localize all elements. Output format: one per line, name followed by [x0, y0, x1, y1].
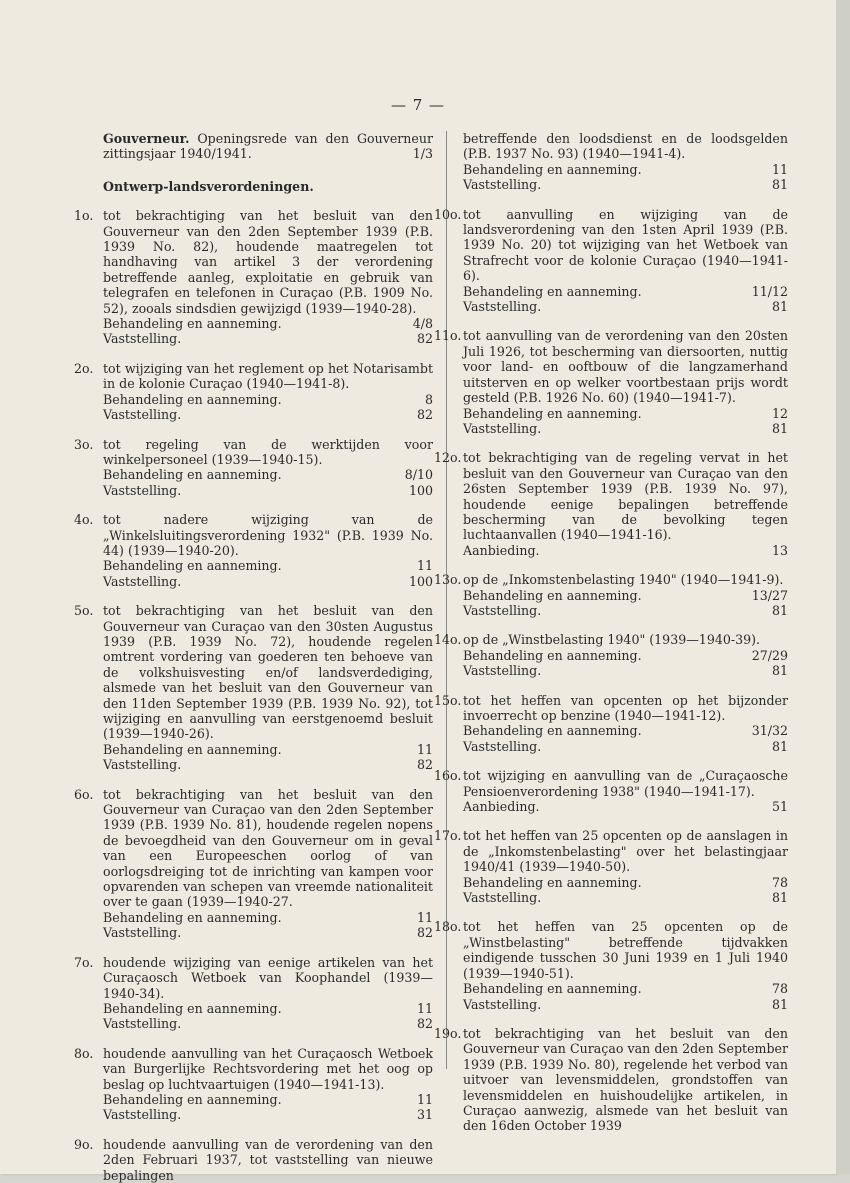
row-label: Vaststelling.	[463, 177, 542, 193]
row-label: Vaststelling.	[463, 663, 542, 679]
entry-row	[103, 1092, 433, 1107]
entry-number: 12o.	[434, 450, 462, 466]
row-value: 11/12	[751, 283, 788, 299]
row-label: Behandeling en aanneming.	[463, 161, 642, 177]
list-item	[434, 632, 788, 679]
row-value: 13	[771, 542, 788, 558]
row-label: Behandeling en aanneming.	[463, 405, 642, 421]
entry-row	[463, 177, 788, 192]
entry-row	[463, 543, 788, 558]
entry-text: tot wijziging van het reglement op het Notarisambt in de kolonie Curaçao (1940—1941-8).	[103, 360, 433, 392]
row-value: 81	[771, 663, 788, 679]
entry-number: 17o.	[434, 828, 462, 844]
continuation-entry	[463, 131, 788, 193]
entry-number: 7o.	[74, 954, 94, 970]
intro-text: Openingsrede van den Gouverneur zittingsjaar 1940/1941.	[103, 131, 433, 162]
row-label: Vaststelling.	[103, 407, 182, 423]
row-value: 4/8	[412, 316, 433, 332]
entry-gap	[463, 314, 788, 328]
row-value: 11	[771, 161, 788, 177]
entry-row	[463, 890, 788, 905]
row-value: 81	[771, 420, 788, 436]
row-label: Vaststelling.	[103, 331, 182, 347]
row-label: Vaststelling.	[103, 1016, 182, 1032]
entry-text: tot aanvulling van de verordening van den 20sten Juli 1926, tot bescherming van diersoorten, nuttig voor land- en ooftbouw of die langzamerhand uitsterven en op welker voortbestaan prijs wordt gesteld (P.B. 1926 No. 60) (1940—1941-7).	[463, 328, 788, 406]
intro-entry	[103, 131, 433, 162]
page-number: — 7 —	[390, 96, 446, 114]
row-value: 27/29	[751, 647, 788, 663]
row-value: 11	[416, 909, 433, 925]
list-item	[74, 436, 433, 499]
entry-text: tot bekrachtiging van het besluit van den Gouverneur van Curaçao van den 2den September 1939 (P.B. 1939 No. 80), regelende het verbod van uitvoer van levensmiddelen, grondstoffen van levensmiddelen en huishoudelijke artikelen, in Curaçao aanwezig, alsmede van het besluit van den 16den October 1939	[463, 1025, 788, 1134]
row-label: Behandeling en aanneming.	[103, 391, 282, 407]
row-label: Behandeling en aanneming.	[103, 909, 282, 925]
row-label: Vaststelling.	[103, 925, 182, 941]
intro-value: 1/3	[412, 146, 433, 162]
entry-row	[463, 723, 788, 738]
entry-text: tot het heffen van 25 opcenten op de „Winstbelasting" betreffende tijdvakken eindigende tusschen 30 Juni 1939 en 1 Juli 1940 (1939—1940-51).	[463, 919, 788, 981]
entry-row	[103, 1001, 433, 1016]
entry-row	[103, 392, 433, 407]
list-item	[74, 208, 433, 347]
entry-gap	[463, 436, 788, 450]
continuation-rows	[463, 162, 788, 193]
entry-row	[463, 162, 788, 177]
entry-row	[463, 875, 788, 890]
list-item	[434, 572, 788, 618]
row-label: Behandeling en aanneming.	[463, 981, 642, 997]
entry-row	[103, 467, 433, 482]
entry-number: 4o.	[74, 512, 94, 528]
entry-row	[103, 1107, 433, 1122]
entry-gap	[463, 905, 788, 919]
row-label: Behandeling en aanneming.	[103, 741, 282, 757]
entry-row	[103, 558, 433, 573]
row-value: 81	[771, 177, 788, 193]
continuation-text: betreffende den loodsdienst en de loodsgelden (P.B. 1937 No. 93) (1940—1941-4).	[463, 131, 788, 162]
entry-text: tot regeling van de werktijden voor winkelpersoneel (1939—1940-15).	[103, 436, 433, 467]
entry-text: tot bekrachtiging van het besluit van den Gouverneur van den 2den September 1939 (P.B. 1939 No. 82), houdende maatregelen tot handhaving van artikel 3 der verordening betreffende aanleg, exploitatie en gebruik van telegrafen en telefonen in Curaçao (P.B. 1909 No. 52), zooals sindsdien gewijzigd (1939—1940-28).	[103, 208, 433, 316]
row-label: Vaststelling.	[103, 482, 182, 498]
list-item	[434, 919, 788, 1012]
row-value: 100	[408, 573, 433, 589]
entry-gap	[463, 754, 788, 768]
list-item	[74, 360, 433, 423]
entry-row	[463, 421, 788, 436]
row-label: Aanbieding.	[463, 542, 540, 558]
list-item	[434, 828, 788, 906]
row-label: Behandeling en aanneming.	[103, 467, 282, 483]
row-value: 82	[416, 407, 433, 423]
row-label: Behandeling en aanneming.	[103, 558, 282, 574]
section-heading: Ontwerp-landsverordeningen.	[103, 178, 314, 194]
entry-text: tot nadere wijziging van de „Winkelsluitingsverordening 1932" (P.B. 1939 No. 44) (1939—1940-20).	[103, 512, 433, 558]
row-label: Vaststelling.	[463, 420, 542, 436]
row-value: 81	[771, 890, 788, 906]
entry-number: 15o.	[434, 692, 462, 708]
entry-text: tot het heffen van 25 opcenten op de aanslagen in de „Inkomstenbelasting" over het belastingjaar 1940/41 (1939—1940-50).	[463, 828, 788, 875]
row-value: 12	[771, 405, 788, 421]
entry-row	[103, 407, 433, 422]
entry-text: op de „Inkomstenbelasting 1940" (1940—1941-9).	[463, 572, 784, 588]
entry-row	[463, 648, 788, 663]
row-value: 81	[771, 996, 788, 1012]
list-item	[74, 1045, 433, 1123]
entry-text: houdende wijziging van eenige artikelen van het Curaçaosch Wetboek van Koophandel (1939—1940-34).	[103, 954, 433, 1001]
row-value: 31	[416, 1107, 433, 1123]
entry-gap	[103, 941, 433, 955]
row-value: 82	[416, 757, 433, 773]
entry-gap	[103, 1032, 433, 1046]
list-item	[74, 512, 433, 589]
row-label: Aanbieding.	[463, 799, 540, 815]
entry-row	[463, 603, 788, 618]
row-label: Vaststelling.	[103, 573, 182, 589]
row-value: 13/27	[751, 587, 788, 603]
entry-text: houdende aanvulling van de verordening van den 2den Februari 1937, tot vaststelling van nieuwe bepalingen	[103, 1136, 433, 1183]
entry-gap	[463, 679, 788, 693]
scan-edge	[836, 0, 850, 1174]
row-label: Behandeling en aanneming.	[463, 647, 642, 663]
entry-row	[463, 799, 788, 814]
entry-gap	[463, 814, 788, 828]
row-value: 8	[424, 391, 433, 407]
row-value: 11	[416, 741, 433, 757]
row-label: Behandeling en aanneming.	[463, 283, 642, 299]
entry-row	[463, 663, 788, 678]
entry-text: tot bekrachtiging van het besluit van den Gouverneur van Curaçao van den 30sten Augustus 1939 (P.B. 1939 No. 72), houdende regelen omtrent vordering van goederen ten behoeve van de volkshuisvesting en/of landsverdediging, alsmede van het besluit van den Gouverneur van den 11den September 1939 (P.B. 1939 No. 92), tot wijziging en aanvulling van eerstgenoemd besluit (1939—1940-26).	[103, 603, 433, 742]
entry-text: op de „Winstbelasting 1940" (1939—1940-39).	[463, 632, 761, 648]
entry-row	[103, 910, 433, 925]
entry-row	[463, 299, 788, 314]
list-item	[434, 692, 788, 755]
entry-gap	[463, 558, 788, 572]
row-label: Vaststelling.	[463, 602, 542, 618]
row-value: 82	[416, 925, 433, 941]
entry-number: 8o.	[74, 1045, 94, 1061]
entry-number: 13o.	[434, 572, 462, 588]
row-label: Behandeling en aanneming.	[103, 316, 282, 332]
row-value: 11	[416, 558, 433, 574]
entry-row	[463, 284, 788, 299]
row-value: 81	[771, 602, 788, 618]
row-value: 11	[416, 1000, 433, 1016]
row-value: 31/32	[751, 723, 788, 739]
entry-gap	[463, 618, 788, 632]
entry-number: 11o.	[434, 328, 462, 344]
entry-row	[103, 757, 433, 772]
entry-text: houdende aanvulling van het Curaçaosch Wetboek van Burgerlijke Rechtsvordering met het oog op beslag op luchtvaartuigen (1940—1941-13).	[103, 1045, 433, 1092]
row-label: Vaststelling.	[463, 996, 542, 1012]
row-value: 82	[416, 331, 433, 347]
row-value: 81	[771, 738, 788, 754]
entry-text: tot bekrachtiging van de regeling vervat in het besluit van den Gouverneur van Curaçao van den 26sten September 1939 (P.B. 1939 No. 97), houdende eenige bepalingen betreffende bescherming van de bevolking tegen luchtaanvallen (1940—1941-16).	[463, 450, 788, 543]
list-item	[74, 786, 433, 941]
entry-gap	[103, 498, 433, 512]
entry-number: 6o.	[74, 786, 94, 802]
entry-gap	[103, 1123, 433, 1137]
row-value: 11	[416, 1091, 433, 1107]
row-value: 51	[771, 799, 788, 815]
entry-row	[103, 925, 433, 940]
entry-row	[463, 981, 788, 996]
entry-row	[463, 406, 788, 421]
list-item	[434, 1025, 788, 1134]
row-label: Vaststelling.	[103, 1107, 182, 1123]
list-item	[74, 1136, 433, 1183]
entry-text: tot wijziging en aanvulling van de „Curaçaosche Pensioenverordening 1938" (1940—1941-17).	[463, 768, 788, 799]
right-column	[434, 131, 788, 1134]
row-label: Vaststelling.	[463, 890, 542, 906]
entry-text: tot aanvulling en wijziging van de landsverordening van den 1sten April 1939 (P.B. 1939 No. 20) tot wijziging van het Wetboek van Strafrecht voor de kolonie Curaçao (1940—1941-6).	[463, 206, 788, 284]
entry-number: 1o.	[74, 208, 94, 224]
list-item	[74, 954, 433, 1032]
row-label: Behandeling en aanneming.	[463, 587, 642, 603]
list-item	[434, 768, 788, 815]
right-entries	[434, 206, 788, 1134]
intro-bold: Gouverneur.	[103, 131, 190, 146]
row-value: 81	[771, 299, 788, 315]
entry-number: 10o.	[434, 206, 462, 222]
row-label: Behandeling en aanneming.	[463, 723, 642, 739]
list-item	[434, 328, 788, 436]
entry-row	[103, 742, 433, 757]
entry-number: 14o.	[434, 632, 462, 648]
row-value: 78	[771, 874, 788, 890]
entry-gap	[103, 423, 433, 437]
entry-number: 5o.	[74, 603, 94, 619]
list-item	[74, 603, 433, 773]
entry-gap	[463, 1012, 788, 1026]
row-value: 100	[408, 482, 433, 498]
list-item	[434, 206, 788, 315]
row-label: Vaststelling.	[463, 738, 542, 754]
entry-number: 2o.	[74, 360, 94, 376]
entry-row	[103, 483, 433, 498]
left-entries	[74, 208, 433, 1183]
entry-text: tot het heffen van opcenten op het bijzonder invoerrecht op benzine (1940—1941-12).	[463, 692, 788, 723]
row-label: Behandeling en aanneming.	[103, 1091, 282, 1107]
left-column	[74, 131, 433, 1183]
entry-row	[103, 1016, 433, 1031]
row-label: Behandeling en aanneming.	[103, 1000, 282, 1016]
entry-gap	[103, 347, 433, 361]
entry-number: 9o.	[74, 1136, 94, 1152]
entry-number: 18o.	[434, 919, 462, 935]
entry-row	[463, 739, 788, 754]
row-value: 82	[416, 1016, 433, 1032]
entry-number: 3o.	[74, 436, 94, 452]
entry-row	[463, 997, 788, 1012]
entry-gap	[103, 773, 433, 787]
row-label: Behandeling en aanneming.	[463, 874, 642, 890]
entry-number: 16o.	[434, 768, 462, 784]
entry-row	[103, 316, 433, 331]
entry-row	[103, 331, 433, 346]
list-item	[434, 450, 788, 558]
entry-gap	[103, 589, 433, 603]
entry-row	[103, 574, 433, 589]
entry-row	[463, 588, 788, 603]
entry-number: 19o.	[434, 1025, 462, 1041]
entry-text: tot bekrachtiging van het besluit van den Gouverneur van Curaçao van den 2den September 1939 (P.B. 1939 No. 81), houdende regelen nopens de bevoegdheid van den Gouverneur om in geval van een Europeeschen oorlog of van oorlogsdreiging tot de inrichting van kampen voor opvarenden van schepen van vreemde nationaliteit over te gaan (1939—1940-27.	[103, 786, 433, 910]
row-label: Vaststelling.	[463, 299, 542, 315]
row-value: 78	[771, 981, 788, 997]
row-value: 8/10	[404, 467, 433, 483]
row-label: Vaststelling.	[103, 757, 182, 773]
